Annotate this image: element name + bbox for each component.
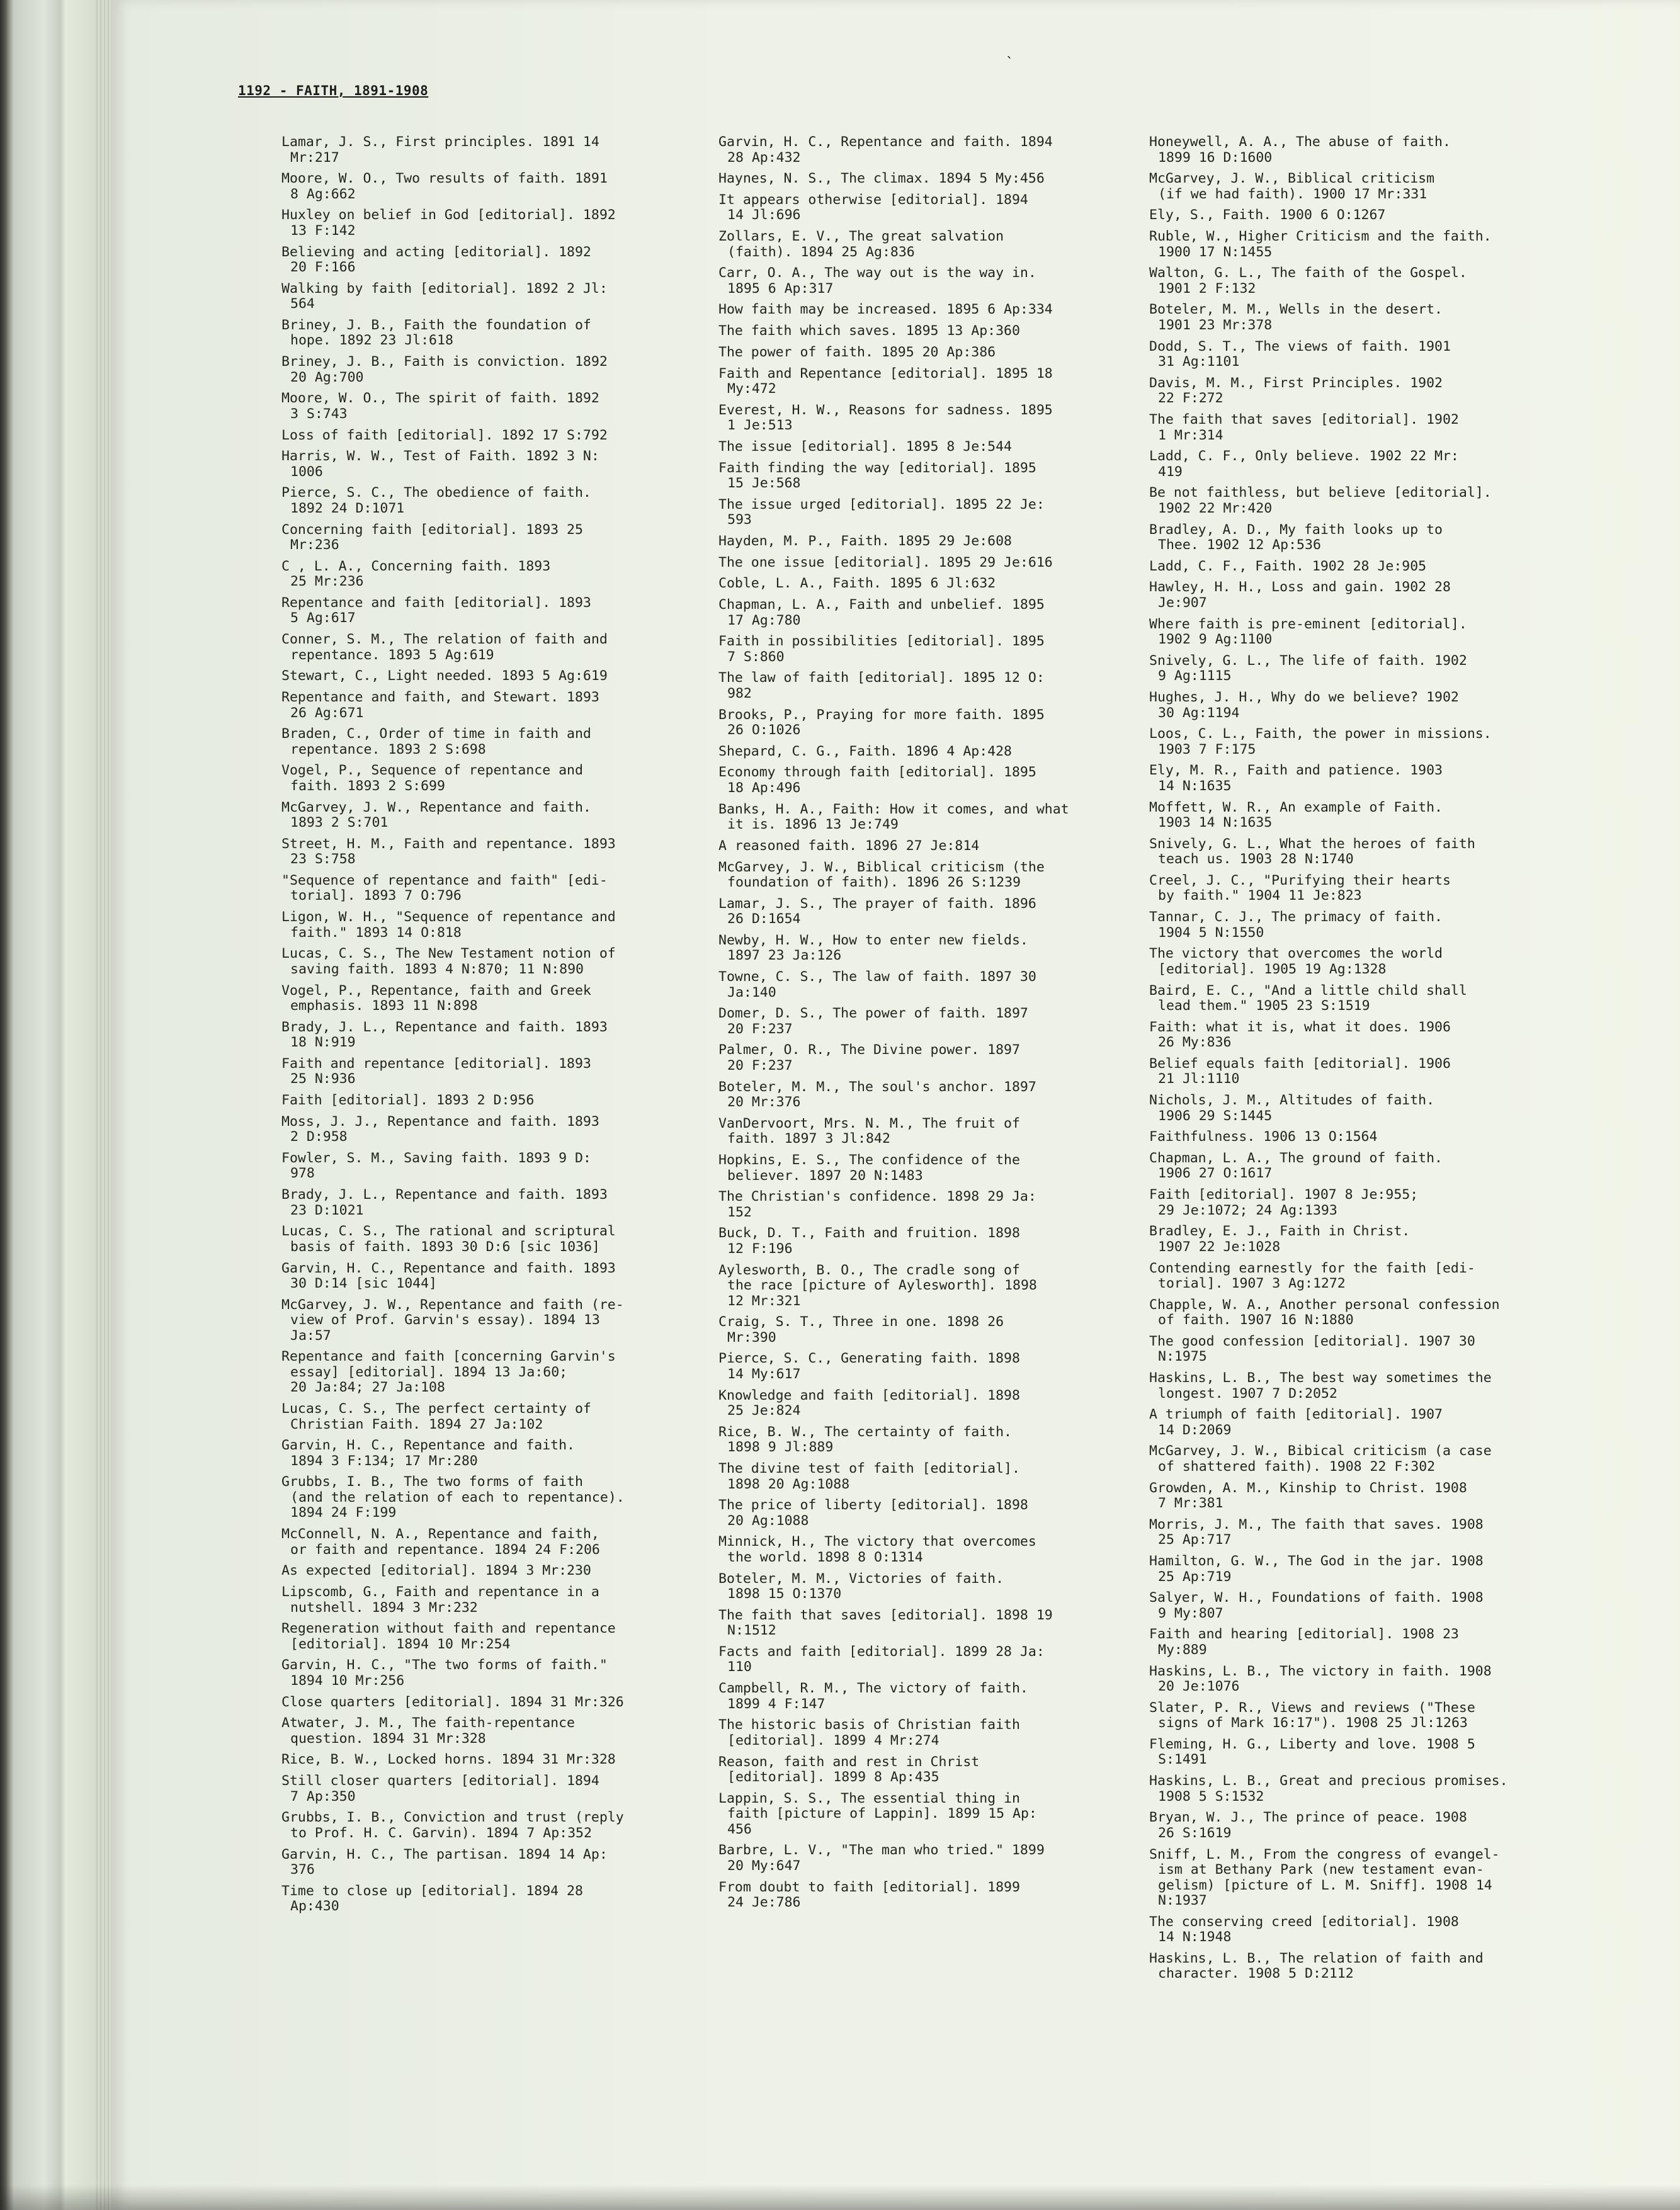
index-entry: Morris, J. M., The faith that saves. 1908 25 Ap:717 [1149, 1516, 1484, 1548]
index-entry: Lucas, C. S., The New Testament notion of saving faith. 1893 4 N:870; 11 N:890 [281, 946, 616, 977]
index-entry: Brooks, P., Praying for more faith. 1895 26 O:1026 [718, 706, 1045, 739]
index-entry: Lappin, S. S., The essential thing in faith [picture of Lappin]. 1899 15 Ap: 456 [718, 1790, 1037, 1837]
index-entry: Street, H. M., Faith and repentance. 1893 23 S:758 [281, 836, 616, 868]
index-entry: Rice, B. W., The certainty of faith. 1898 9 Jl:889 [718, 1424, 1012, 1456]
index-entry: Barbre, L. V., "The man who tried." 1899 20 My:647 [718, 1842, 1045, 1874]
index-entry: Conner, S. M., The relation of faith and repentance. 1893 5 Ag:619 [281, 632, 608, 663]
index-entry: McGarvey, J. W., Repentance and faith. 1893 2 S:701 [281, 799, 591, 831]
index-entry: Faith and repentance [editorial]. 1893 25 N:936 [281, 1055, 591, 1087]
index-entry: McGarvey, J. W., Biblical criticism (the foundation of faith). 1896 26 S:1239 [718, 859, 1045, 890]
index-entry: Davis, M. M., First Principles. 1902 22 F:272 [1149, 375, 1443, 407]
index-entry: Boteler, M. M., Wells in the desert. 1901 23 Mr:378 [1149, 302, 1443, 333]
index-entry: Garvin, H. C., Repentance and faith. 1894 3 F:134; 17 Mr:280 [281, 1437, 575, 1469]
index-entry: Briney, J. B., Faith is conviction. 1892 20 Ag:700 [281, 354, 608, 385]
running-head: 1192 - FAITH, 1891-1908 [238, 83, 429, 98]
index-entry: Boteler, M. M., Victories of faith. 1898 15 O:1370 [718, 1570, 1004, 1602]
index-entry: Facts and faith [editorial]. 1899 28 Ja: 110 [718, 1643, 1045, 1675]
index-entry: Repentance and faith, and Stewart. 1893 26 Ag:671 [281, 689, 599, 721]
index-entry: Minnick, H., The victory that overcomes the world. 1898 8 O:1314 [718, 1534, 1036, 1565]
index-column-2 [718, 135, 1121, 1917]
index-entry: Be not faithless, but believe [editorial]. 1902 22 Mr:420 [1149, 485, 1492, 516]
index-entry: Haynes, N. S., The climax. 1894 5 My:456 [718, 171, 1045, 187]
index-entry: The conserving creed [editorial]. 1908 14 N:1948 [1149, 1913, 1459, 1946]
index-entry: Grubbs, I. B., Conviction and trust (reply to Prof. H. C. Garvin). 1894 7 Ap:352 [281, 1810, 624, 1841]
index-entry: From doubt to faith [editorial]. 1899 24 Je:786 [718, 1879, 1020, 1911]
index-entry: Nichols, J. M., Altitudes of faith. 1906 29 S:1445 [1149, 1092, 1435, 1124]
index-entry: Bradley, A. D., My faith looks up to Thee. 1902 12 Ap:536 [1149, 521, 1443, 553]
index-entry: Buck, D. T., Faith and fruition. 1898 12 F:196 [718, 1225, 1020, 1257]
index-entry: Chapman, L. A., The ground of faith. 1906 27 O:1617 [1149, 1150, 1443, 1182]
index-entry: Garvin, H. C., The partisan. 1894 14 Ap: 376 [281, 1846, 608, 1878]
index-entry: Garvin, H. C., Repentance and faith. 1894 28 Ap:432 [718, 134, 1053, 166]
index-entry: Newby, H. W., How to enter new fields. 1897 23 Ja:126 [718, 932, 1028, 964]
index-entry: Braden, C., Order of time in faith and repentance. 1893 2 S:698 [281, 726, 591, 757]
index-entry: Loss of faith [editorial]. 1892 17 S:792 [281, 427, 608, 443]
index-entry: Hayden, M. P., Faith. 1895 29 Je:608 [718, 533, 1012, 549]
index-entry: Faithfulness. 1906 13 O:1564 [1149, 1129, 1378, 1145]
index-column-1 [281, 135, 691, 1920]
index-entry: Loos, C. L., Faith, the power in missions. 1903 7 F:175 [1149, 726, 1492, 757]
index-entry: Brady, J. L., Repentance and faith. 1893 18 N:919 [281, 1019, 608, 1051]
index-entry: Faith and Repentance [editorial]. 1895 18 My:472 [718, 365, 1053, 397]
index-entry: VanDervoort, Mrs. N. M., The fruit of faith. 1897 3 Jl:842 [718, 1115, 1020, 1147]
index-entry: The divine test of faith [editorial]. 1898 20 Ag:1088 [718, 1461, 1020, 1492]
index-entry: Still closer quarters [editorial]. 1894 7 Ap:350 [281, 1773, 599, 1805]
index-entry: Hopkins, E. S., The confidence of the believer. 1897 20 N:1483 [718, 1152, 1020, 1184]
index-entry: Moore, W. O., Two results of faith. 1891 8 Ag:662 [281, 171, 608, 202]
index-entry: Close quarters [editorial]. 1894 31 Mr:326 [281, 1694, 624, 1710]
index-entry: Moore, W. O., The spirit of faith. 1892 3 S:743 [281, 390, 599, 422]
index-entry: Domer, D. S., The power of faith. 1897 20 F:237 [718, 1006, 1028, 1037]
index-entry: Walking by faith [editorial]. 1892 2 Jl: 564 [281, 280, 608, 312]
stray-mark: ˋ [1006, 55, 1013, 71]
index-entry: Lipscomb, G., Faith and repentance in a nutshell. 1894 3 Mr:232 [281, 1584, 599, 1616]
index-entry: How faith may be increased. 1895 6 Ap:334 [718, 302, 1053, 318]
index-entry: Slater, P. R., Views and reviews ("These signs of Mark 16:17"). 1908 25 Jl:1263 [1149, 1699, 1475, 1731]
index-entry: The faith which saves. 1895 13 Ap:360 [718, 323, 1020, 339]
index-entry: Zollars, E. V., The great salvation (faith). 1894 25 Ag:836 [718, 229, 1004, 260]
index-entry: The historic basis of Christian faith [editorial]. 1899 4 Mr:274 [718, 1717, 1020, 1748]
index-entry: The power of faith. 1895 20 Ap:386 [718, 344, 996, 360]
index-entry: Rice, B. W., Locked horns. 1894 31 Mr:328 [281, 1752, 616, 1768]
index-entry: Faith: what it is, what it does. 1906 26 My:836 [1149, 1019, 1451, 1051]
index-entry: Huxley on belief in God [editorial]. 1892 13 F:142 [281, 207, 616, 239]
index-entry: McGarvey, J. W., Repentance and faith (re- view of Prof. Garvin's essay). 1894 13 Ja:57 [281, 1296, 624, 1344]
index-entry: Lamar, J. S., First principles. 1891 14 Mr:217 [281, 134, 599, 166]
index-entry: The faith that saves [editorial]. 1902 1 Mr:314 [1149, 412, 1459, 443]
index-entry: McGarvey, J. W., Bibical criticism (a case of shattered faith). 1908 22 F:302 [1149, 1443, 1492, 1475]
index-entry: Honeywell, A. A., The abuse of faith. 1899 16 D:1600 [1149, 134, 1451, 166]
index-entry: "Sequence of repentance and faith" [edi- torial]. 1893 7 O:796 [281, 872, 608, 904]
index-entry: Boteler, M. M., The soul's anchor. 1897 20 Mr:376 [718, 1079, 1036, 1111]
index-entry: Craig, S. T., Three in one. 1898 26 Mr:390 [718, 1314, 1004, 1346]
index-entry: Hughes, J. H., Why do we believe? 1902 30 Ag:1194 [1149, 689, 1459, 721]
index-column-3 [1149, 135, 1584, 1988]
index-entry: Regeneration without faith and repentance [editorial]. 1894 10 Mr:254 [281, 1621, 616, 1652]
index-entry: Repentance and faith [concerning Garvin's essay] [editorial]. 1894 13 Ja:60; 20 Ja:84; 27 Ja:108 [281, 1349, 616, 1396]
index-entry: Hamilton, G. W., The God in the jar. 1908 25 Ap:719 [1149, 1553, 1484, 1585]
index-entry: Chapple, W. A., Another personal confession of faith. 1907 16 N:1880 [1149, 1296, 1500, 1329]
index-entry: The good confession [editorial]. 1907 30 N:1975 [1149, 1333, 1475, 1365]
index-entry: Faith [editorial]. 1907 8 Je:955; 29 Je:1072; 24 Ag:1393 [1149, 1187, 1419, 1218]
index-entry: Economy through faith [editorial]. 1895 18 Ap:496 [718, 764, 1036, 796]
index-entry: Fowler, S. M., Saving faith. 1893 9 D: 978 [281, 1150, 591, 1182]
index-entry: Shepard, C. G., Faith. 1896 4 Ap:428 [718, 743, 1012, 759]
index-entry: Faith finding the way [editorial]. 1895 15 Je:568 [718, 460, 1036, 492]
index-entry: Believing and acting [editorial]. 1892 20 F:166 [281, 244, 591, 276]
index-entry: Palmer, O. R., The Divine power. 1897 20 F:237 [718, 1042, 1020, 1074]
index-entry: Faith [editorial]. 1893 2 D:956 [281, 1092, 535, 1109]
index-entry: Everest, H. W., Reasons for sadness. 1895 1 Je:513 [718, 402, 1053, 434]
index-entry: Ely, M. R., Faith and patience. 1903 14 N:1635 [1149, 762, 1443, 794]
index-entry: C , L. A., Concerning faith. 1893 25 Mr:236 [281, 558, 551, 590]
index-entry: The faith that saves [editorial]. 1898 19 N:1512 [718, 1607, 1053, 1639]
index-entry: Moss, J. J., Repentance and faith. 1893 2 D:958 [281, 1113, 599, 1145]
index-entry: Where faith is pre-eminent [editorial]. 1902 9 Ag:1100 [1149, 616, 1467, 648]
index-entry: The Christian's confidence. 1898 29 Ja: 152 [718, 1189, 1036, 1220]
index-entry: Repentance and faith [editorial]. 1893 5 Ag:617 [281, 594, 591, 626]
index-entry: Salyer, W. H., Foundations of faith. 1908 9 My:807 [1149, 1590, 1484, 1621]
index-entry: Belief equals faith [editorial]. 1906 21 Jl:1110 [1149, 1055, 1451, 1087]
index-entry: Grubbs, I. B., The two forms of faith (and the relation of each to repentance). 1894 24 F:199 [281, 1474, 625, 1521]
index-entry: Faith in possibilities [editorial]. 1895 7 S:860 [718, 633, 1045, 665]
index-entry: Atwater, J. M., The faith-repentance question. 1894 31 Mr:328 [281, 1715, 575, 1747]
index-entry: Pierce, S. C., Generating faith. 1898 14 My:617 [718, 1351, 1020, 1382]
index-entry: Brady, J. L., Repentance and faith. 1893 23 D:1021 [281, 1187, 608, 1218]
index-entry: Harris, W. W., Test of Faith. 1892 3 N: 1006 [281, 448, 599, 480]
index-entry: Fleming, H. G., Liberty and love. 1908 5 S:1491 [1149, 1736, 1475, 1768]
index-entry: A triumph of faith [editorial]. 1907 14 D:2069 [1149, 1407, 1443, 1438]
index-entry: Haskins, L. B., Great and precious promises. 1908 5 S:1532 [1149, 1773, 1508, 1805]
index-entry: Dodd, S. T., The views of faith. 1901 31 Ag:1101 [1149, 338, 1451, 370]
index-entry: Contending earnestly for the faith [edi- torial]. 1907 3 Ag:1272 [1149, 1260, 1475, 1291]
index-entry: Haskins, L. B., The relation of faith and character. 1908 5 D:2112 [1149, 1950, 1484, 1982]
index-entry: Lamar, J. S., The prayer of faith. 1896 26 D:1654 [718, 895, 1036, 927]
index-entry: Sniff, L. M., From the congress of evangel- ism at Bethany Park (new testament evan- gelism) [picture of L. M. Sniff]. 1908 14 N:1937 [1149, 1846, 1500, 1908]
index-entry: Haskins, L. B., The best way sometimes the longest. 1907 7 D:2052 [1149, 1370, 1492, 1402]
index-entry: Lucas, C. S., The perfect certainty of Christian Faith. 1894 27 Ja:102 [281, 1401, 591, 1432]
index-entry: Tannar, C. J., The primacy of faith. 1904 5 N:1550 [1149, 909, 1443, 941]
index-entry: Snively, G. L., What the heroes of faith teach us. 1903 28 N:1740 [1149, 836, 1475, 868]
index-entry: Haskins, L. B., The victory in faith. 1908 20 Je:1076 [1149, 1663, 1492, 1695]
index-entry: Baird, E. C., "And a little child shall lead them." 1905 23 S:1519 [1149, 982, 1467, 1014]
index-entry: Snively, G. L., The life of faith. 1902 9 Ag:1115 [1149, 652, 1467, 684]
index-entry: Banks, H. A., Faith: How it comes, and what it is. 1896 13 Je:749 [718, 801, 1069, 833]
index-entry: Chapman, L. A., Faith and unbelief. 1895 17 Ag:780 [718, 597, 1045, 628]
index-entry: Concerning faith [editorial]. 1893 25 Mr:236 [281, 521, 583, 553]
index-entry: Moffett, W. R., An example of Faith. 1903 14 N:1635 [1149, 799, 1443, 831]
index-entry: Bradley, E. J., Faith in Christ. 1907 22 Je:1028 [1149, 1223, 1410, 1255]
index-entry: Pierce, S. C., The obedience of faith. 1892 24 D:1071 [281, 485, 591, 516]
index-entry: Bryan, W. J., The prince of peace. 1908 26 S:1619 [1149, 1810, 1467, 1841]
index-entry: Coble, L. A., Faith. 1895 6 Jl:632 [718, 575, 996, 592]
index-entry: The price of liberty [editorial]. 1898 20 Ag:1088 [718, 1497, 1028, 1529]
index-entry: Carr, O. A., The way out is the way in. 1895 6 Ap:317 [718, 265, 1036, 297]
index-entry: The issue [editorial]. 1895 8 Je:544 [718, 438, 1012, 455]
index-entry: Vogel, P., Sequence of repentance and faith. 1893 2 S:699 [281, 762, 583, 794]
index-entry: Garvin, H. C., "The two forms of faith." 1894 10 Mr:256 [281, 1657, 608, 1689]
index-entry: Briney, J. B., Faith the foundation of hope. 1892 23 Jl:618 [281, 317, 591, 349]
index-entry: It appears otherwise [editorial]. 1894 14 Jl:696 [718, 191, 1028, 224]
bottom-shadow [0, 2185, 1680, 2210]
index-entry: Stewart, C., Light needed. 1893 5 Ag:619 [281, 668, 608, 684]
index-entry: The issue urged [editorial]. 1895 22 Je: 593 [718, 496, 1045, 528]
index-entry: Aylesworth, B. O., The cradle song of the race [picture of Aylesworth]. 1898 12 Mr:321 [718, 1262, 1037, 1309]
index-entry: Towne, C. S., The law of faith. 1897 30 Ja:140 [718, 969, 1036, 1000]
index-entry: Ladd, C. F., Faith. 1902 28 Je:905 [1149, 558, 1427, 574]
index-entry: The one issue [editorial]. 1895 29 Je:616 [718, 554, 1053, 570]
index-entry: A reasoned faith. 1896 27 Je:814 [718, 837, 980, 854]
index-entry: Reason, faith and rest in Christ [editorial]. 1899 8 Ap:435 [718, 1754, 980, 1785]
index-entry: The law of faith [editorial]. 1895 12 O: 982 [718, 670, 1045, 701]
index-entry: Knowledge and faith [editorial]. 1898 25 Je:824 [718, 1387, 1020, 1419]
index-entry: Faith and hearing [editorial]. 1908 23 My:889 [1149, 1626, 1459, 1658]
index-entry: Walton, G. L., The faith of the Gospel. 1901 2 F:132 [1149, 265, 1467, 297]
index-entry: Creel, J. C., "Purifying their hearts by faith." 1904 11 Je:823 [1149, 872, 1451, 904]
index-entry: Campbell, R. M., The victory of faith. 1899 4 F:147 [718, 1680, 1028, 1712]
index-entry: McGarvey, J. W., Biblical criticism (if we had faith). 1900 17 Mr:331 [1149, 171, 1435, 202]
index-entry: Ligon, W. H., "Sequence of repentance and faith." 1893 14 O:818 [281, 909, 616, 941]
index-entry: Ely, S., Faith. 1900 6 O:1267 [1149, 207, 1386, 224]
index-entry: Growden, A. M., Kinship to Christ. 1908 7 Mr:381 [1149, 1480, 1467, 1512]
index-entry: Hawley, H. H., Loss and gain. 1902 28 Je:907 [1149, 579, 1451, 611]
index-entry: Lucas, C. S., The rational and scriptural basis of faith. 1893 30 D:6 [sic 1036] [281, 1223, 616, 1255]
index-entry: McConnell, N. A., Repentance and faith, or faith and repentance. 1894 24 F:206 [281, 1526, 600, 1558]
index-entry: Ruble, W., Higher Criticism and the faith. 1900 17 N:1455 [1149, 229, 1492, 260]
index-entry: Ladd, C. F., Only believe. 1902 22 Mr: 419 [1149, 448, 1459, 480]
index-entry: Time to close up [editorial]. 1894 28 Ap:430 [281, 1883, 583, 1915]
index-entry: As expected [editorial]. 1894 3 Mr:230 [281, 1563, 591, 1579]
index-entry: The victory that overcomes the world [editorial]. 1905 19 Ag:1328 [1149, 946, 1443, 977]
index-entry: Vogel, P., Repentance, faith and Greek emphasis. 1893 11 N:898 [281, 982, 591, 1014]
index-entry: Garvin, H. C., Repentance and faith. 1893 30 D:14 [sic 1044] [281, 1260, 616, 1291]
